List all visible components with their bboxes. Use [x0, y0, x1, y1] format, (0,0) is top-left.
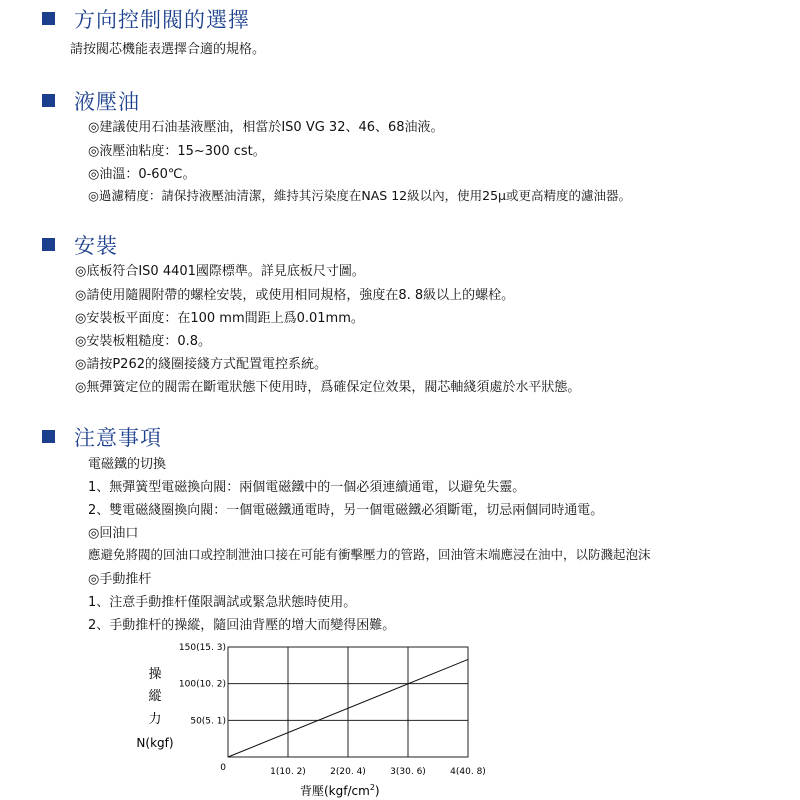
text-line: ◎請使用隨閥附帶的螺栓安裝，或使用相同規格，強度在8. 8級以上的螺栓。 — [75, 288, 515, 303]
x-tick-label: 4(40. 8) — [450, 767, 486, 777]
section-title: 方向控制閥的選擇 — [74, 8, 250, 32]
text-line: ◎過濾精度：請保持液壓油清潔，維持其污染度在NAS 12級以內，使用25μ或更高精度的濾油器。 — [88, 188, 631, 203]
text-line: ◎液壓油粘度：15~300 cst。 — [88, 144, 266, 159]
x-tick-label: 2(20. 4) — [330, 767, 366, 777]
text-line: 1、無彈簧型電磁換向閥：兩個電磁鐵中的一個必須連續通電，以避免失靈。 — [88, 480, 526, 495]
text-line: ◎建議使用石油基液壓油，相當於IS0 VG 32、46、68油液。 — [88, 120, 444, 135]
text-line: 應避免將閥的回油口或控制泄油口接在可能有衝擊壓力的管路，回油管末端應浸在油中，以防濺起泡沫 — [88, 547, 651, 562]
ylabel-char: 操 — [148, 667, 162, 682]
text-line: 電磁鐵的切換 — [88, 457, 167, 472]
x-tick-label: 3(30. 6) — [390, 767, 426, 777]
y-tick-label: 150(15. 3) — [178, 643, 226, 653]
text-line: ◎手動推杆 — [88, 572, 152, 587]
ylabel-unit: N(kgf) — [136, 736, 174, 750]
text-line: ◎底板符合IS0 4401國際標準。詳見底板尺寸圖。 — [75, 264, 365, 279]
text-line: ◎回油口 — [88, 526, 139, 541]
ylabel-char: 縱 — [148, 689, 162, 704]
section-title: 安裝 — [74, 234, 118, 258]
text-line: 請按閥芯機能表選擇合適的規格。 — [70, 42, 266, 57]
text-line: ◎油溫：0-60℃。 — [88, 167, 196, 182]
text-line: 2、手動推杆的操縱，隨回油背壓的增大而變得困難。 — [88, 618, 396, 633]
text-line: 1、注意手動推杆僅限調試或緊急狀態時使用。 — [88, 595, 357, 610]
text-line: ◎安裝板粗糙度：0.8。 — [75, 334, 212, 349]
section-title: 注意事項 — [74, 426, 162, 450]
x-axis-label: 背壓$(kgf/cm^2)$ — [300, 783, 380, 798]
y-tick-labels — [179, 643, 226, 726]
text-line: ◎無彈簧定位的閥需在斷電狀態下使用時，爲確保定位效果，閥芯軸綫須處於水平狀態。 — [75, 380, 581, 395]
origin-label: 0 — [220, 763, 226, 773]
text-line: ◎安裝板平面度：在100 mm間距上爲0.01mm。 — [75, 311, 364, 326]
y-tick-label: 50(5. 1) — [190, 716, 226, 727]
x-tick-label: 1(10. 2) — [270, 767, 306, 777]
section-title: 液壓油 — [74, 90, 140, 114]
text-line: ◎請按P262的綫圈接綫方式配置電控系統。 — [75, 357, 327, 372]
grid — [228, 647, 468, 757]
ylabel-char: 力 — [148, 712, 162, 727]
x-tick-labels — [270, 767, 486, 777]
text-line: 2、雙電磁綫圈換向閥：一個電磁鐵通電時，另一個電磁鐵必須斷電，切忌兩個同時通電。 — [88, 503, 604, 518]
y-tick-label: 100(10. 2) — [178, 679, 226, 690]
